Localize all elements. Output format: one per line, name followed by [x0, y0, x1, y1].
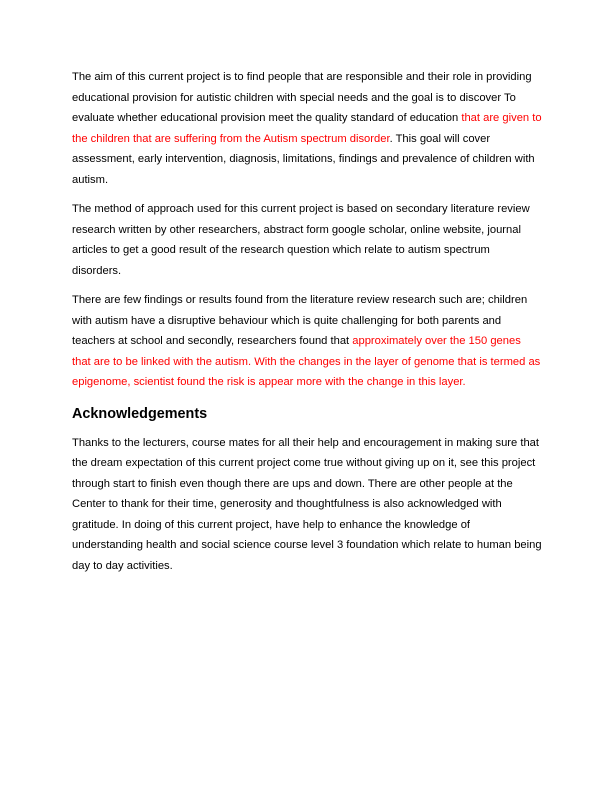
method-paragraph: The method of approach used for this current project is based on secondary literature review research written by other researchers, abstract form google scholar, online website, journal articles to get a good result of the research question which relate to autism spectrum disorders. [72, 203, 530, 277]
findings-text-highlight: approximately over the 150 genes that are to be linked with the autism. With the changes in the layer of genome that is termed as epigenome, scientist found the risk is appear more with the change in this layer. [72, 335, 541, 388]
aim-text-conclusion: . This goal will cover assessment, early intervention, diagnosis, limitations, findings and prevalence of children with autism. [72, 132, 535, 186]
acknowledgements-paragraph: Thanks to the lecturers, course mates for all their help and encouragement in making sure that the dream expectation of this current project come true without giving up on it, see this project through start to finish even though there are ups and down. There are other people at the Center to thank for their time, generosity and thoughtfulness is also acknowledged with gratitude. In doing of this current project, have help to enhance the knowledge of understanding health and social science course level 3 foundation which relate to human being day to day activities. [72, 436, 542, 572]
aim-paragraph [72, 67, 542, 190]
acknowledgements-heading: Acknowledgements [72, 405, 208, 422]
findings-paragraph [72, 290, 542, 393]
aim-text-highlight: that are given to the children that are suffering from the Autism spectrum disorder [72, 112, 542, 145]
findings-text-intro: There are few findings or results found from the literature review research such are; children with autism have a disruptive behaviour which is quite challenging for both parents and teachers at school and secondly, researchers found that [72, 294, 528, 347]
document-page [72, 67, 542, 585]
aim-text-intro: The aim of this current project is to find people that are responsible and their role in providing educational provision for autistic children with special needs and the goal is to discover To evaluate whether educational provision meet the quality standard of education [72, 71, 532, 124]
